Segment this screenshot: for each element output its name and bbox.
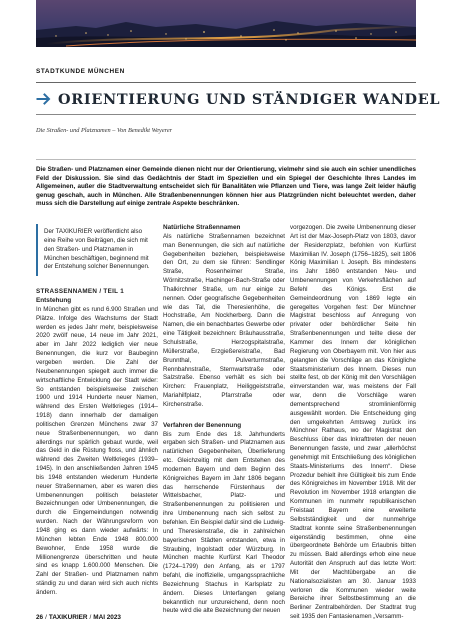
city-night-illustration [36,0,416,47]
paragraph-verfahren-der-benennung: Bis zum Ende des 18. Jahrhunderts ergaben sich Straßen- und Platznamen aus natürlichen Gegebenheiten, Überlieferung etc. Gleichzeitig mit dem Entstehen des modernen Bayern und dem Beginn des Königreiches Bayern im Jahr 1806 begann das herrschende Fürstenhaus der Wittelsbacher, Platz- und Straßenbenennungen zu politisieren und ihre Umbenennung nach sich selbst zu befehlen. Ein Beispiel dafür sind die Ludwig- und Theresienstraße, die in zahlreichen bayerischen Städten entstanden, etwa in Straubing, Ingolstadt oder Würzburg. In München machte Kurfürst Karl Theodor (1724–1799) den Anfang, als er 1797 befahl, die inoffizielle, umgangssprachliche Bezeichnung Stachus in Karlsplatz zu ändern. Dieses Unterfangen gelang bekanntlich nur unzureichend, denn noch heute wird die alte Bezeichnung der neuen [163,430,285,615]
info-box [36,224,158,276]
paragraph-natuerliche-strassennamen: Als natürliche Straßennamen bezeichnet man Benennungen, die sich auf natürliche Gegebenheiten beziehen, beispielsweise den Ort, zu dem sie führen: Sendlinger Straße, Rosenheimer Straße, Wörnitzstraße, Hachinger-Bach-Straße oder Thalkirchner Straße, um nur einige zu nennen. Oder geografische Gegebenheiten wie das Tal, die Theresienhöhe, die Hochstraße, Am Nockherberg. Dann die Namen, die ein benachbartes Gewerbe oder eine Tätigkeit bezeichnen: Bräuhausstraße, Schulstraße, Herzogspitalstraße, Müllerstraße, Erzgießereistraße, Bad Brunnthal, Pulverturmstraße, Rennbahnstraße, Sternwartstraße oder Salzstraße. Ebenso verhält es sich bei Kirchen: Frauenplatz, Heiliggeiststraße, Mariahilfplatz, Pfarrstraße oder Kirchenstraße. [163,232,285,408]
column-2 [163,224,285,616]
column-3 [290,224,416,622]
page-title: ORIENTIERUNG UND STÄNDIGER WANDEL [58,90,441,108]
lead-paragraph: Die Straßen- und Platznamen einer Gemeinde dienen nicht nur der Orientierung, vielmehr sind sie auch ein schier unendliches Feld der Diskussion. Sie sind das Gedächtnis der Stadt im Speziellen und ein Spiegel der Geschichte Ihres Landes im Allgemeinen, außer die Stadtverwaltung entscheidet sich für Banalitäten wie Pflanzen und Tiere, was lange Zeit leider häufig genug geschah, auch in München. Alle Straßenbenennungen können hier aus Platzgründen nicht beleuchtet werden, daher muss sich die Darstellung auf einige zentrale Aspekte beschränken. [36,166,416,208]
column-1 [36,224,158,598]
arrow-right-icon [36,91,52,107]
heading-natuerliche-strassennamen: Natürliche Straßennamen [163,224,241,231]
page-footer [36,614,121,621]
heading-entstehung: Entstehung [36,297,72,305]
subtitle-author: Die Straßen- und Platznamen – Von Benedikt Weyerer [36,127,173,134]
paragraph-entstehung: In München gibt es rund 6.900 Straßen und Plätze. Infolge des Wachstums der Stadt werden es jedes Jahr mehr, beispielsweise 2020 zwölf neue, 14 neue im Jahr 2021, aber im Jahr 2022 lediglich vier neue Benennungen, die kurz vor Baubeginn vergeben werden. Die Zahl der Neubenennungen spiegelt auch immer die wirtschaftliche Entwicklung der Stadt wider: So entstanden beispielsweise zwischen 1900 und 1914 Hunderte neuer Namen, während des Ersten Weltkrieges (1914–1918) dann innerhalb der damaligen politischen Grenzen Münchens zwar 37 neue Straßenbenennungen, wo dann allerdings nur spärlich gebaut wurde, weil das Geld in die Rüstung floss, und ähnlich während des Zweiten Weltkrieges (1939–1945). In den anschließenden Jahren 1945 bis 1948 entstanden wiederum Hunderte neuer Straßennamen, aber es waren dies Umbenennungen politisch belasteter Bezeichnungen oder Umbenennungen, die durch die Eingemeindungen notwendig wurden. Nach der Währungsreform von 1948 ging es dann wieder aufwärts: In München lebten Ende 1948 800.000 Bewohner, Ende 1958 wurde die Millionengrenze überschritten und heute sind es knapp 1.600.000 Menschen. Die Zahl der Straßen- und Platznamen nahm ständig zu und daran wird sich auch nichts ändern. [36,305,158,596]
divider-top [36,82,416,83]
heading-verfahren-der-benennung: Verfahren der Benennung [163,421,242,429]
footer-separator-2: / [89,614,92,621]
section-rubric: STADTKUNDE MÜNCHEN [36,68,125,75]
divider-title [36,114,416,115]
paragraph-continuation: vorgezogen. Die zweite Umbenennung dieser Art ist der Max-Joseph-Platz von 1803, davor der Residenzplatz, befohlen von Kurfürst Maximilian IV. Joseph (1756–1825), seit 1806 König Maximilian I. Joseph. Bis mindestens ins Jahr 1860 entstanden Neu- und Umbenennungen von Verkehrsflächen auf Befehl des Königs. Erst die Gemeindeordnung von 1869 legte ein geregeltes Vorgehen fest: Der Münchner Magistrat beschloss auf Anregung von privater oder behördlicher Seite hin Straßenbenennungen und teilte diese der Kammer des Innern der königlichen Regierung von Oberbayern mit. Von hier aus gelangten die Vorschläge an das Königliche Staatsministerium des Innern. Dieses nun stellte fest, ob der König mit den Vorschlägen einverstanden war, was meistens der Fall war, denn die Vorschläge waren dementsprechend stromlinienförmig ausgewählt worden. Die Entscheidung ging den umgekehrten Amtsweg zurück ins Münchner Rathaus, wo der Magistrat den Beschluss über das Inkrafttreten der neuen Benennungen fasste, und zwar „allerhöchst genehmigt mit Entschließung des königlichen Staats-Ministeriums des Innern“. Diese Prozedur behielt ihre Gültigkeit bis zum Ende des Königreiches im November 1918. Mit der Revolution im November 1918 erlangten die Kommunen im nunmehr republikanischen Freistaat Bayern eine erweiterte Selbstständigkeit und der nunmehrige Stadtrat konnte seine Straßenbenennungen eigenständig bestimmen, ohne eine übergeordnete Behörde um Erlaubnis bitten zu müssen. Bald allerdings erhob eine neue Autorität den Anspruch auf das letzte Wort: Mit der Machtübergabe an die Nationalsozialisten am 30. Januar 1933 verloren die Kommunen wieder weite Bereiche ihrer Selbstbestimmung an die Berliner Zentralbehörden. Der Stadtrat trug seit 1935 den Fantasienamen „Versamm- [290,224,416,621]
title-row [36,87,441,111]
series-heading: STRASSENNAMEN / TEIL 1 [36,288,125,296]
header-photo-city-night [36,0,416,47]
footer-separator: / [45,614,47,621]
magazine-name: TAXIKURIER [48,614,88,621]
divider-lead [36,159,416,160]
page-number: 26 [36,614,44,621]
info-box-text: Der TAXIKURIER veröffentlicht also eine Reihe von Beiträgen, die sich mit den Straßen- und Platznamen in München beschäftigen, beginnend mit der Entstehung solcher Benennungen. [44,228,150,271]
issue-date: MAI 2023 [93,614,121,621]
